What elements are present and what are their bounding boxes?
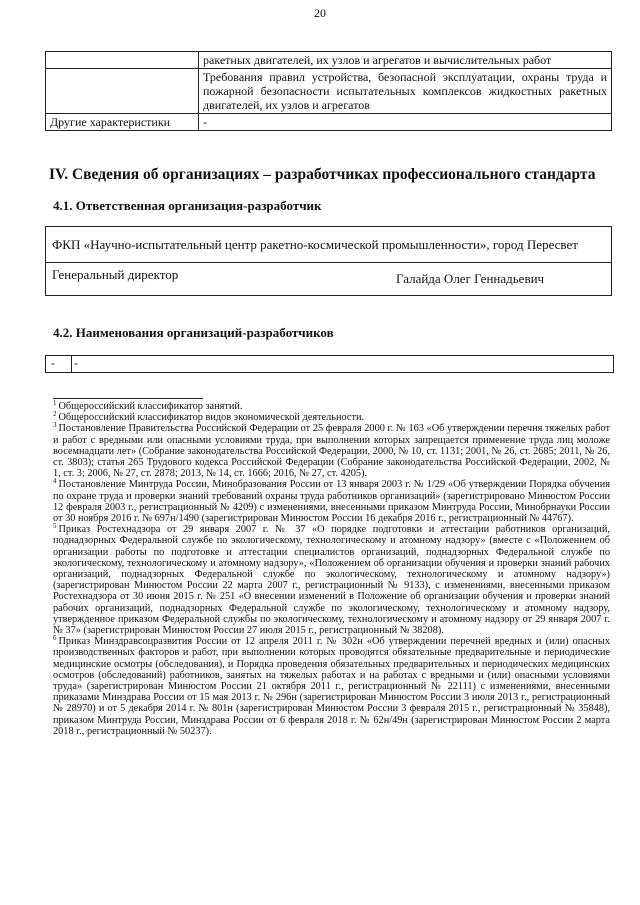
developers-row-value: - xyxy=(74,356,78,370)
footnote-mark: 6 xyxy=(53,633,57,642)
footnote-text: Приказ Ростехнадзора от 29 января 2007 г. № 37 «О порядке подготовки и аттестации работников организаций, поднадзорных Федеральной службе по экологическому, технологическому и атомному надзору» (вместе с «Положением об организации работы по подготовке и аттестации специалистов организаций, поднадзорных Федеральной службе по экологическому, технологическому и атомному надзору», «Положением об организации обучения и проверки знаний рабочих организаций, поднадзорных Федеральной службе по экологическому, технологическому и атомному надзору») (зарегистрирован Минюстом России 22 марта 2007 г., регистрационный № 9133), с изменениями, внесенными приказом Ростехнадзора от 30 июня 2015 г. № 251 «О внесении изменений в Положение об организации обучения и проверки знаний рабочих организаций, поднадзорных Федеральной службе по экологическому, технологическому и атомному надзору, утвержденное приказом Федеральной службы по экологическому, технологическому и атомному надзору от 29 января 2007 г. № 37» (зарегистрирован Минюстом России 27 июля 2015 г., регистрационный № 38208). xyxy=(53,524,610,637)
footnote xyxy=(53,633,610,737)
table-cell: Требования правил устройства, безопасной эксплуатации, охраны труда и пожарной безопасности испытательных комплексов жидкостных ракетных двигателей, их узлов и агрегатов xyxy=(199,69,612,114)
footnote-mark: 5 xyxy=(53,521,57,530)
section-title: IV. Сведения об организациях – разработчиках профессионального стандарта xyxy=(49,166,596,183)
subsection-title-responsible: 4.1. Ответственная организация-разработчик xyxy=(53,198,322,213)
table-row xyxy=(46,114,612,131)
footnote xyxy=(53,398,610,412)
table-cell: ракетных двигателей, их узлов и агрегатов и вычислительных работ xyxy=(199,52,612,69)
developers-row-number: - xyxy=(51,356,55,370)
table-cell-empty xyxy=(46,69,199,114)
footnote-text: Общероссийский классификатор видов экономической деятельности. xyxy=(58,412,365,424)
characteristics-table xyxy=(45,51,612,131)
other-characteristics-label: Другие характеристики xyxy=(46,114,199,131)
footnote-text: Приказ Минздравсоцразвития России от 12 апреля 2011 г. № 302н «Об утверждении перечней вредных и (или) опасных производственных факторов и работ, при выполнении которых проводятся обязательные предварительные и периодические медицинские осмотры (обследования), и Порядка проведения обязательных предварительных и периодических медицинских осмотров (обследований) работников, занятых на тяжелых работах и на работах с вредными и (или) опасными условиями труда» (зарегистрирован Минюстом России 21 октября 2011 г., регистрационный № 22111) с изменениями, внесенными приказами Минздрава России от 15 мая 2013 г. № 296н (зарегистрирован Минюстом России 3 июля 2013 г., регистрационный № 28970) и от 5 декабря 2014 г. № 801н (зарегистрирован Минюстом России 3 февраля 2015 г., регистрационный № 35848), приказом Минтруда России, Минздрава России от 6 февраля 2018 г. № 62н/49н (зарегистрирован Минюстом России 2 марта 2018 г., регистрационный № 50237). xyxy=(53,636,610,737)
other-characteristics-value: - xyxy=(199,114,612,131)
footnote-text: Постановление Правительства Российской Федерации от 25 февраля 2000 г. № 163 «Об утверждении перечня тяжелых работ и работ с вредными или опасными условиями труда, при выполнении которых запрещается применение труда лиц моложе восемнадцати лет» (Собрание законодательства Российской Федерации, 2000, № 10, ст. 1131; 2001, № 26, ст. 2685; 2011, № 26, ст. 3803); статья 265 Трудового кодекса Российской Федерации (Собрание законодательства Российской Федерации, 2002, № 1, ст. 3; 2006, № 27, ст. 2878; 2013, № 14, ст. 1666; 2016, № 27, ст. 4205). xyxy=(53,423,610,480)
table-row xyxy=(46,52,612,69)
footnote xyxy=(53,420,610,480)
responsible-org-box xyxy=(45,226,612,263)
developers-table xyxy=(45,355,614,373)
table-row xyxy=(46,69,612,114)
footnote-mark: 2 xyxy=(53,409,57,418)
footnote xyxy=(53,521,610,637)
page-number: 20 xyxy=(314,6,326,20)
subsection-title-developers: 4.2. Наименования организаций-разработчиков xyxy=(53,325,334,340)
footnote-mark: 1 xyxy=(53,398,57,407)
footnote xyxy=(53,479,610,524)
footnote-text: Общероссийский классификатор занятий. xyxy=(58,401,243,412)
table-cell-empty xyxy=(46,52,199,69)
footnotes xyxy=(53,398,610,737)
director-box xyxy=(45,261,612,296)
footnote xyxy=(53,409,610,424)
org-name: ФКП «Научно-испытательный центр ракетно-космической промышленности», город Пересвет xyxy=(52,237,578,252)
director-post: Генеральный директор xyxy=(52,267,179,282)
footnote-text: Постановление Минтруда России, Минобразования России от 13 января 2003 г. № 1/29 «Об утверждении Порядка обучения по охране труда и проверки знаний требований охраны труда работников организаций» (зарегистрировано Минюстом России 12 февраля 2003 г., регистрационный № 4209) с изменениями, внесенными приказом Минтруда России, Минобрнауки России от 30 ноября 2016 г. № 697н/1490 (зарегистрирован Минюстом России 16 декабря 2016 г., регистрационный № 44767). xyxy=(53,479,610,525)
footnote-mark: 4 xyxy=(53,477,57,485)
director-name: Галайда Олег Геннадьевич xyxy=(396,271,545,286)
footnote-mark: 3 xyxy=(53,420,57,429)
footnote-separator xyxy=(53,398,203,399)
developers-row-number-cell xyxy=(46,356,72,372)
